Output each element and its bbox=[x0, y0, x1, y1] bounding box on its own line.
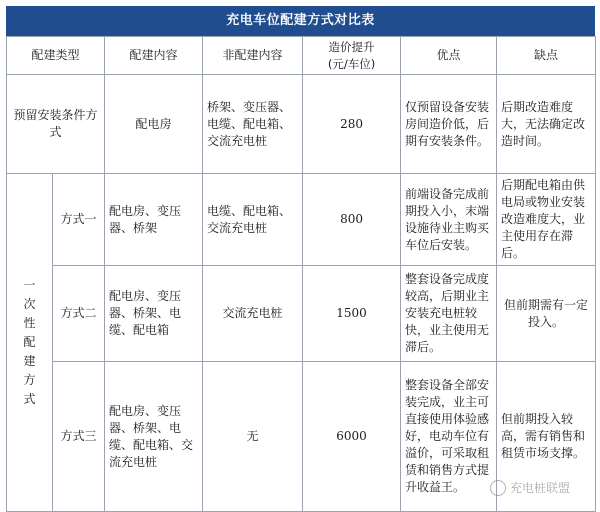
header-row bbox=[7, 37, 596, 75]
method-3-cons: 但前期投入较高，需有销售和租赁市场支撑。 bbox=[497, 362, 596, 512]
group-label-char: 配 bbox=[23, 335, 36, 349]
watermark-text: 充电桩联盟 bbox=[509, 480, 570, 495]
group-label-char: 建 bbox=[23, 354, 36, 368]
method-3-non-content: 无 bbox=[203, 362, 303, 512]
method-3-pros: 整套设备全部安装完成，业主可直接使用体验感好，电动车位有溢价，可采取租赁和销售方式提升收益王。 bbox=[401, 362, 497, 512]
method-1-cost: 800 bbox=[303, 174, 401, 266]
header-pros: 优点 bbox=[401, 37, 497, 75]
group-label-char: 方 bbox=[23, 373, 36, 387]
group-label-char: 式 bbox=[23, 392, 36, 406]
header-type: 配建类型 bbox=[7, 37, 105, 75]
method-3-cost: 6000 bbox=[303, 362, 401, 512]
table-row-method-1 bbox=[7, 174, 596, 266]
method-1-pros: 前端设备完成前期投入小，末端设施待业主购买车位后安装。 bbox=[401, 174, 497, 266]
table-row-reserved bbox=[7, 75, 596, 174]
table-title: 充电车位配建方式对比表 bbox=[6, 6, 595, 36]
reserved-pros: 仅预留设备安装房间造价低，后期有安装条件。 bbox=[401, 75, 497, 174]
header-non-content: 非配建内容 bbox=[203, 37, 303, 75]
method-2-name: 方式二 bbox=[53, 266, 105, 362]
header-cons: 缺点 bbox=[497, 37, 596, 75]
reserved-content: 配电房 bbox=[105, 75, 203, 174]
watermark bbox=[490, 479, 570, 497]
group-label-char: 性 bbox=[23, 316, 36, 330]
group-label-cell bbox=[7, 174, 53, 512]
reserved-non-content: 桥架、变压器、电缆、配电箱、交流充电桩 bbox=[203, 75, 303, 174]
method-1-non-content: 电缆、配电箱、交流充电桩 bbox=[203, 174, 303, 266]
table-row-method-2 bbox=[7, 266, 596, 362]
header-content: 配建内容 bbox=[105, 37, 203, 75]
comparison-table-container bbox=[6, 6, 595, 512]
watermark-logo-icon bbox=[490, 480, 506, 496]
reserved-type: 预留安装条件方式 bbox=[7, 75, 105, 174]
header-cost: 造价提升 (元/车位) bbox=[303, 37, 401, 75]
method-1-content: 配电房、变压器、桥架 bbox=[105, 174, 203, 266]
method-2-pros: 整套设备完成度较高，后期业主安装充电桩较快，业主使用无滞后。 bbox=[401, 266, 497, 362]
method-2-non-content: 交流充电桩 bbox=[203, 266, 303, 362]
method-1-name: 方式一 bbox=[53, 174, 105, 266]
reserved-cons: 后期改造难度大，无法确定改造时间。 bbox=[497, 75, 596, 174]
method-2-cons: 但前期需有一定投入。 bbox=[497, 266, 596, 362]
method-2-cost: 1500 bbox=[303, 266, 401, 362]
method-3-name: 方式三 bbox=[53, 362, 105, 512]
reserved-cost: 280 bbox=[303, 75, 401, 174]
method-1-cons: 后期配电箱由供电局或物业安装改造难度大，业主使用存在滞后。 bbox=[497, 174, 596, 266]
group-label bbox=[11, 276, 48, 409]
method-3-content: 配电房、变压器、桥架、电缆、配电箱、交流充电桩 bbox=[105, 362, 203, 512]
group-label-char: 次 bbox=[23, 297, 36, 311]
group-label-char: 一 bbox=[23, 278, 36, 292]
method-2-content: 配电房、变压器、桥架、电缆、配电箱 bbox=[105, 266, 203, 362]
comparison-table bbox=[6, 36, 596, 512]
